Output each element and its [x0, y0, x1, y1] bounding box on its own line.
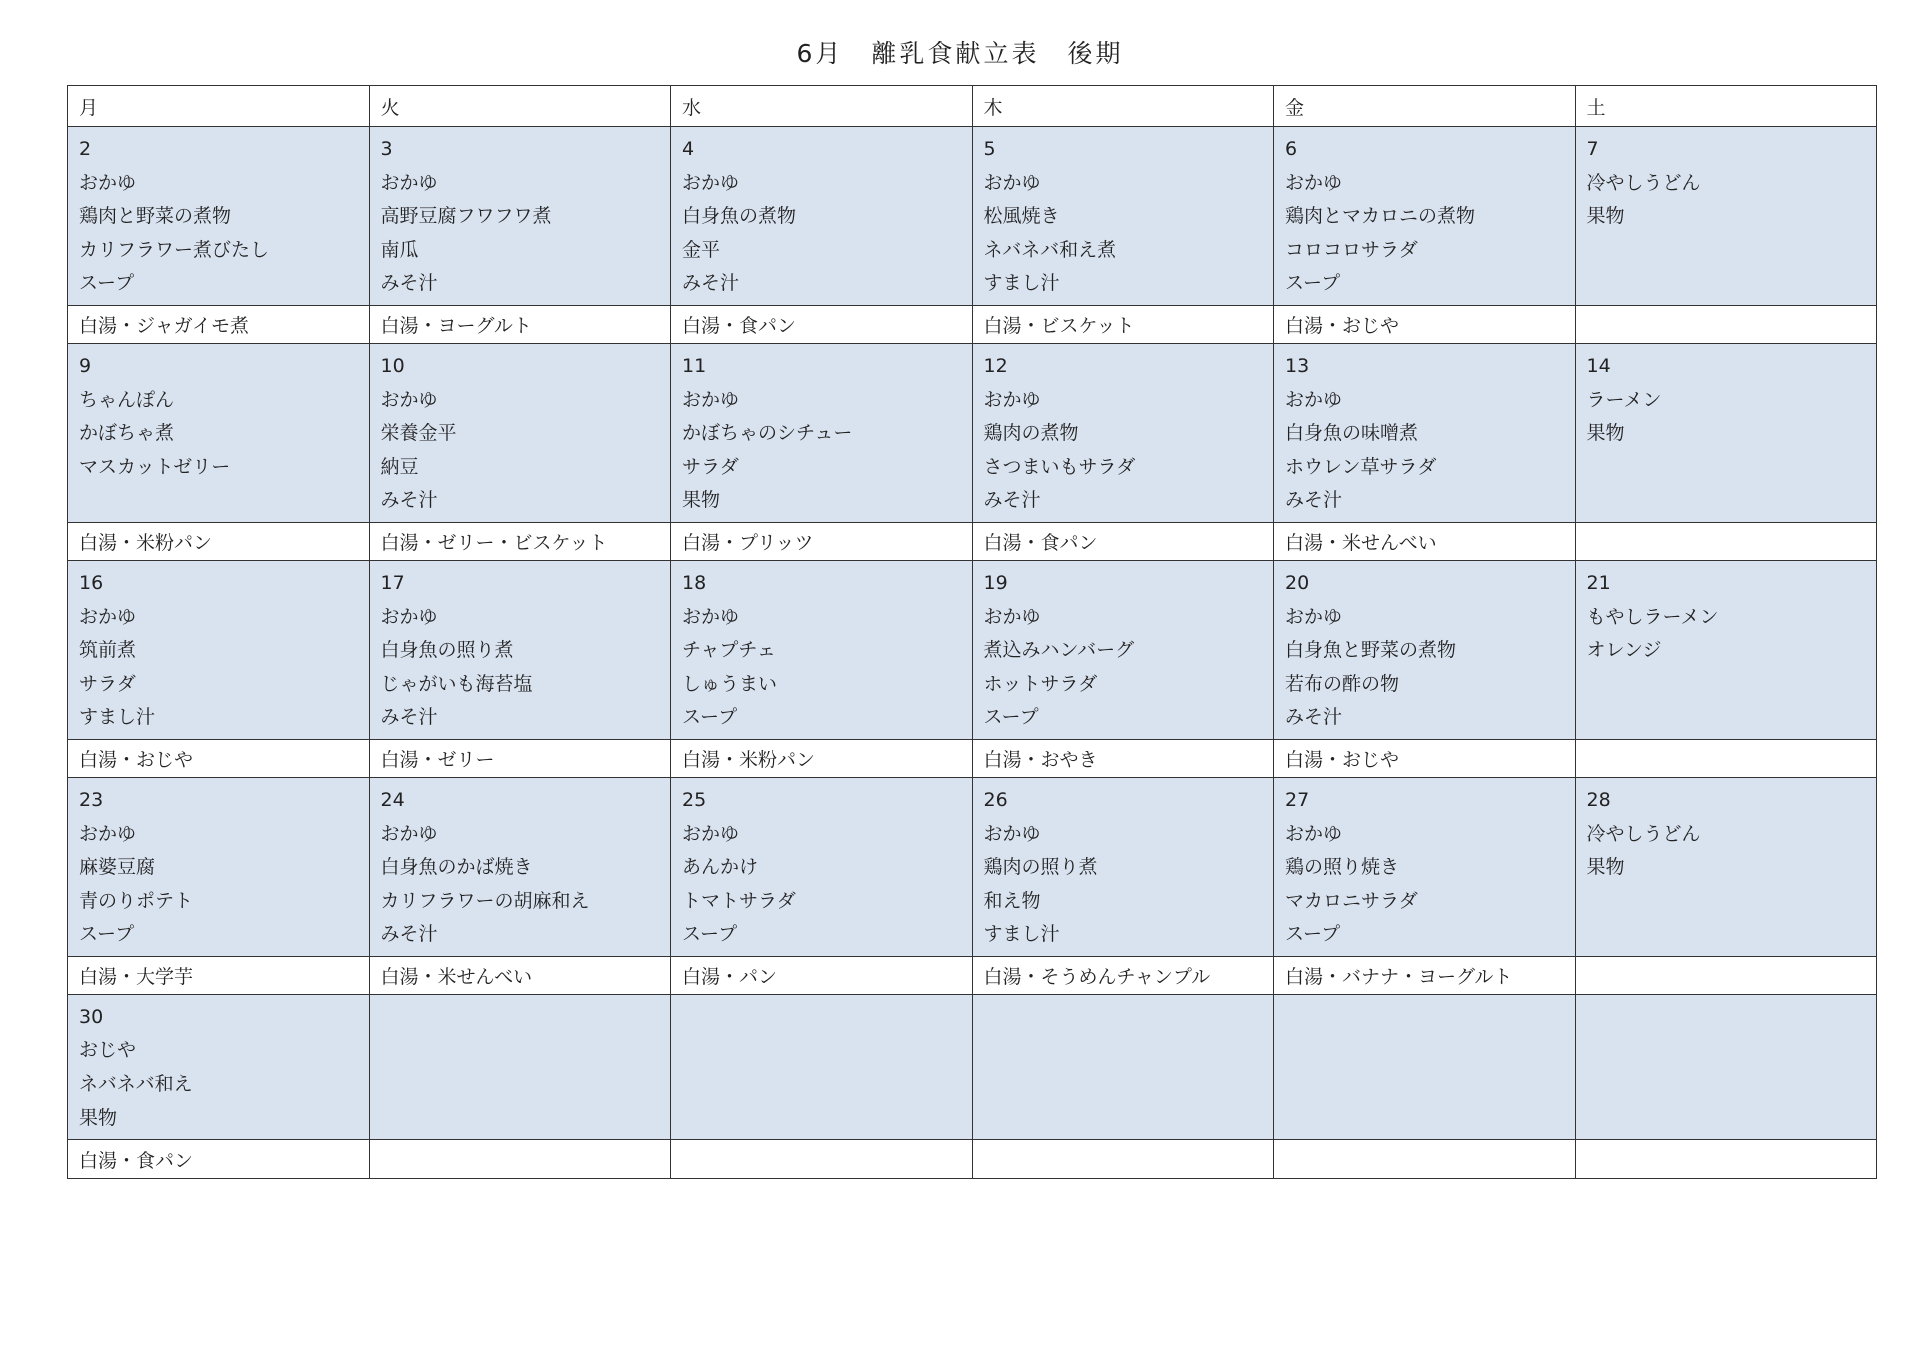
date-number: 17: [380, 571, 405, 594]
menu-item: ちゃんぽん: [79, 388, 175, 411]
menu-item: おかゆ: [682, 171, 740, 194]
menu-item: スープ: [682, 923, 738, 946]
date-number: 9: [79, 354, 92, 377]
day-cell: [972, 777, 1274, 956]
date-number: 18: [682, 571, 707, 594]
menu-item: みそ汁: [1285, 489, 1343, 512]
week-4-meals-row: [68, 777, 1877, 956]
day-cell: [972, 560, 1274, 739]
day-cell: [68, 560, 370, 739]
weekday-header-tue: 火: [369, 86, 671, 127]
menu-item: おかゆ: [79, 605, 137, 628]
day-cell: [369, 560, 671, 739]
snack-cell: [972, 1140, 1274, 1179]
menu-item: マカロニサラダ: [1285, 889, 1418, 912]
snack-cell: [1575, 956, 1877, 994]
week-2-snack-row: [68, 522, 1877, 560]
day-cell: [671, 560, 973, 739]
menu-item: おかゆ: [79, 822, 137, 845]
day-cell: [68, 994, 370, 1139]
weekday-header-sat: 土: [1575, 86, 1877, 127]
menu-item: みそ汁: [682, 272, 740, 295]
snack-cell: 白湯・食パン: [972, 522, 1274, 560]
date-number: 2: [79, 138, 92, 160]
snack-cell: 白湯・ヨーグルト: [369, 305, 671, 343]
menu-item: おじや: [79, 1039, 137, 1062]
snack-cell: 白湯・おじや: [1274, 305, 1576, 343]
menu-item: 高野豆腐フワフワ煮: [380, 205, 552, 228]
snack-cell: 白湯・プリッツ: [671, 522, 973, 560]
menu-item: 果物: [79, 1106, 118, 1129]
date-number: 5: [983, 138, 996, 160]
menu-item: ホットサラダ: [983, 672, 1098, 695]
snack-cell: 白湯・ゼリー: [369, 739, 671, 777]
menu-item: 白身魚の煮物: [682, 205, 797, 228]
menu-item: サラダ: [682, 455, 739, 478]
menu-item: ラーメン: [1586, 388, 1662, 411]
menu-item: かぼちゃのシチュー: [682, 422, 853, 445]
snack-cell: [1575, 1140, 1877, 1179]
day-cell: [1274, 994, 1576, 1139]
menu-item: おかゆ: [983, 171, 1041, 194]
day-cell: [1274, 343, 1576, 522]
menu-item: チャプチェ: [682, 639, 776, 662]
date-number: 25: [682, 788, 707, 811]
menu-item: [1587, 668, 1866, 702]
date-number: 19: [983, 571, 1008, 594]
week-3-meals-row: [68, 560, 1877, 739]
menu-item: おかゆ: [380, 171, 438, 194]
weekday-header-wed: 水: [671, 86, 973, 127]
menu-item: 松風焼き: [983, 205, 1060, 228]
menu-item: サラダ: [79, 672, 136, 695]
date-number: 28: [1586, 788, 1611, 811]
menu-item: スープ: [983, 706, 1039, 729]
menu-item: 果物: [682, 489, 721, 512]
day-cell: [369, 777, 671, 956]
date-number: 16: [79, 571, 104, 594]
week-5-meals-row: [68, 994, 1877, 1139]
menu-item: 和え物: [983, 889, 1041, 912]
menu-item: [1587, 484, 1866, 518]
menu-item: [1587, 885, 1866, 919]
menu-item: 鶏の照り焼き: [1285, 856, 1400, 879]
day-cell: [1274, 560, 1576, 739]
menu-item: 果物: [1586, 422, 1625, 445]
menu-item: [1587, 701, 1866, 735]
snack-cell: [1575, 739, 1877, 777]
menu-item: カリフラワー煮びたし: [79, 238, 270, 261]
menu-item: ネバネバ和え煮: [983, 238, 1117, 261]
menu-item: 納豆: [380, 455, 419, 478]
menu-item: じゃがいも海苔塩: [380, 672, 533, 695]
day-cell: [68, 777, 370, 956]
menu-item: すまし汁: [983, 272, 1060, 295]
menu-item: スープ: [1285, 923, 1341, 946]
week-4-snack-row: [68, 956, 1877, 994]
menu-item: すまし汁: [983, 923, 1060, 946]
week-5-snack-row: [68, 1140, 1877, 1179]
menu-item: 筑前煮: [79, 639, 137, 662]
snack-cell: 白湯・おやき: [972, 739, 1274, 777]
snack-cell: 白湯・大学芋: [68, 956, 370, 994]
menu-item: さつまいもサラダ: [983, 455, 1136, 478]
menu-item: 冷やしうどん: [1586, 171, 1701, 194]
menu-item: あんかけ: [682, 856, 759, 879]
date-number: 3: [380, 138, 393, 160]
menu-item: みそ汁: [380, 489, 438, 512]
menu-item: ホウレン草サラダ: [1285, 455, 1437, 478]
date-number: 12: [983, 354, 1008, 377]
menu-item: かぼちゃ煮: [79, 422, 175, 445]
menu-item: しゅうまい: [682, 672, 778, 695]
snack-cell: [1274, 1140, 1576, 1179]
menu-item: 果物: [1586, 205, 1625, 228]
snack-cell: 白湯・おじや: [1274, 739, 1576, 777]
week-1-meals-row: [68, 127, 1877, 306]
week-3-snack-row: [68, 739, 1877, 777]
menu-item: みそ汁: [1285, 706, 1343, 729]
menu-item: [79, 484, 358, 518]
menu-item: 冷やしうどん: [1586, 822, 1701, 845]
menu-item: スープ: [682, 706, 738, 729]
weekday-header-fri: 金: [1274, 86, 1576, 127]
page-title: 6月 離乳食献立表 後期: [796, 39, 1124, 68]
day-cell: [68, 127, 370, 306]
day-cell: [671, 343, 973, 522]
day-cell: [1575, 994, 1877, 1139]
day-cell: [1575, 127, 1877, 306]
menu-table: [67, 85, 1877, 1179]
day-cell: [671, 127, 973, 306]
day-cell: [972, 994, 1274, 1139]
menu-item: おかゆ: [1285, 388, 1343, 411]
menu-item: おかゆ: [79, 171, 137, 194]
snack-cell: [1575, 305, 1877, 343]
menu-item: おかゆ: [983, 822, 1041, 845]
menu-item: おかゆ: [1285, 171, 1343, 194]
menu-item: 鶏肉の照り煮: [983, 856, 1098, 879]
date-number: 27: [1285, 788, 1310, 811]
snack-cell: 白湯・ビスケット: [972, 305, 1274, 343]
snack-cell: 白湯・バナナ・ヨーグルト: [1274, 956, 1576, 994]
menu-item: 白身魚のかば焼き: [380, 856, 533, 879]
menu-item: おかゆ: [1285, 822, 1343, 845]
week-1-snack-row: [68, 305, 1877, 343]
day-cell: [1274, 777, 1576, 956]
date-number: 10: [380, 354, 405, 377]
menu-item: おかゆ: [682, 605, 740, 628]
weekday-header-thu: 木: [972, 86, 1274, 127]
day-cell: [369, 127, 671, 306]
date-number: 13: [1285, 354, 1310, 377]
menu-item: みそ汁: [380, 923, 438, 946]
menu-item: マスカットゼリー: [79, 455, 231, 478]
snack-cell: 白湯・食パン: [68, 1140, 370, 1179]
date-number: 21: [1586, 571, 1611, 594]
day-cell: [671, 994, 973, 1139]
menu-item: [1587, 267, 1866, 301]
snack-cell: 白湯・おじや: [68, 739, 370, 777]
menu-item: すまし汁: [79, 706, 156, 729]
menu-item: おかゆ: [682, 388, 740, 411]
menu-item: おかゆ: [380, 605, 438, 628]
menu-item: おかゆ: [682, 822, 740, 845]
menu-item: コロコロサラダ: [1285, 238, 1418, 261]
menu-item: 鶏肉の煮物: [983, 422, 1079, 445]
menu-item: みそ汁: [380, 706, 438, 729]
snack-cell: [369, 1140, 671, 1179]
menu-item: オレンジ: [1586, 639, 1662, 662]
snack-cell: 白湯・ゼリー・ビスケット: [369, 522, 671, 560]
snack-cell: 白湯・米せんべい: [369, 956, 671, 994]
menu-item: おかゆ: [1285, 605, 1343, 628]
menu-item: 栄養金平: [380, 422, 457, 445]
menu-item: スープ: [79, 923, 135, 946]
menu-item: 白身魚の照り煮: [380, 639, 514, 662]
day-cell: [68, 343, 370, 522]
snack-cell: 白湯・ジャガイモ煮: [68, 305, 370, 343]
menu-item: スープ: [1285, 272, 1341, 295]
day-cell: [1575, 560, 1877, 739]
menu-item: おかゆ: [380, 388, 438, 411]
menu-item: 金平: [682, 238, 721, 261]
day-cell: [972, 343, 1274, 522]
menu-item: 若布の酢の物: [1285, 672, 1400, 695]
weekday-header-row: [68, 86, 1877, 127]
snack-cell: 白湯・パン: [671, 956, 973, 994]
snack-cell: 白湯・米粉パン: [68, 522, 370, 560]
snack-cell: 白湯・食パン: [671, 305, 973, 343]
week-2-meals-row: [68, 343, 1877, 522]
menu-item: ネバネバ和え: [79, 1073, 193, 1096]
menu-item: みそ汁: [983, 489, 1041, 512]
date-number: 11: [682, 354, 707, 377]
day-cell: [1575, 343, 1877, 522]
menu-item: 鶏肉と野菜の煮物: [79, 205, 232, 228]
menu-item: 白身魚の味噌煮: [1285, 422, 1419, 445]
snack-cell: 白湯・そうめんチャンプル: [972, 956, 1274, 994]
date-number: 26: [983, 788, 1008, 811]
menu-item: おかゆ: [983, 605, 1041, 628]
day-cell: [1575, 777, 1877, 956]
menu-item: 煮込みハンバーグ: [983, 639, 1135, 662]
day-cell: [972, 127, 1274, 306]
day-cell: [671, 777, 973, 956]
menu-item: 果物: [1586, 856, 1625, 879]
menu-item: 南瓜: [380, 238, 419, 261]
menu-item: おかゆ: [983, 388, 1041, 411]
menu-item: トマトサラダ: [682, 889, 796, 912]
menu-item: カリフラワーの胡麻和え: [380, 889, 590, 912]
snack-cell: 白湯・米せんべい: [1274, 522, 1576, 560]
date-number: 6: [1285, 138, 1298, 160]
menu-item: 鶏肉とマカロニの煮物: [1285, 205, 1476, 228]
menu-item: 青のりポテト: [79, 889, 194, 912]
snack-cell: 白湯・米粉パン: [671, 739, 973, 777]
day-cell: [369, 994, 671, 1139]
date-number: 23: [79, 788, 104, 811]
menu-item: もやしラーメン: [1586, 605, 1719, 628]
day-cell: [1274, 127, 1576, 306]
menu-item: 白身魚と野菜の煮物: [1285, 639, 1457, 662]
menu-item: スープ: [79, 272, 135, 295]
menu-item: [1587, 918, 1866, 952]
menu-item: [1587, 451, 1866, 485]
menu-item: [1587, 234, 1866, 268]
date-number: 14: [1586, 354, 1611, 377]
date-number: 30: [79, 1005, 104, 1028]
date-number: 24: [380, 788, 405, 811]
menu-item: おかゆ: [380, 822, 438, 845]
date-number: 4: [682, 138, 695, 160]
day-cell: [369, 343, 671, 522]
snack-cell: [1575, 522, 1877, 560]
menu-item: みそ汁: [380, 272, 438, 295]
snack-cell: [671, 1140, 973, 1179]
date-number: 20: [1285, 571, 1310, 594]
weekday-header-mon: 月: [68, 86, 370, 127]
menu-item: 麻婆豆腐: [79, 856, 156, 879]
date-number: 7: [1586, 138, 1599, 160]
